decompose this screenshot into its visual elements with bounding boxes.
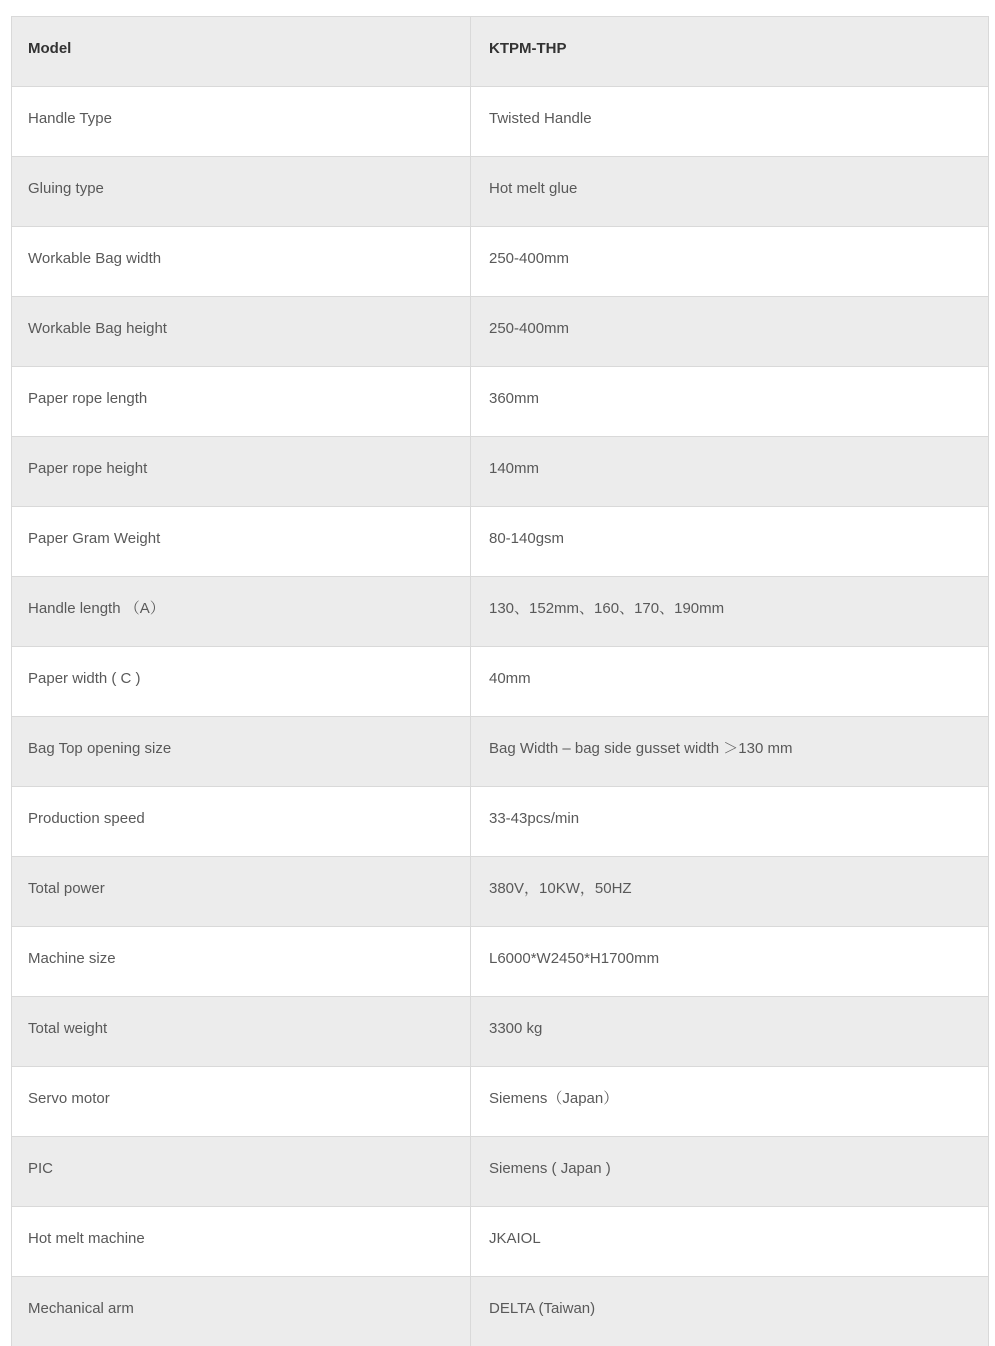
table-row: [12, 717, 989, 787]
table-row: [12, 787, 989, 857]
spec-label-cell: Mechanical arm: [12, 1277, 471, 1346]
table-row: [12, 437, 989, 507]
spec-value-cell: JKAIOL: [471, 1207, 989, 1277]
header-row: [12, 17, 989, 87]
spec-value-cell: Hot melt glue: [471, 157, 989, 227]
table-row: [12, 367, 989, 437]
spec-value-cell: 380V，10KW，50HZ: [471, 857, 989, 927]
spec-label-cell: Paper rope length: [12, 367, 471, 437]
table-row: [12, 227, 989, 297]
spec-label-cell: Workable Bag width: [12, 227, 471, 297]
spec-label-cell: Hot melt machine: [12, 1207, 471, 1277]
spec-value-cell: 3300 kg: [471, 997, 989, 1067]
table-row: [12, 647, 989, 717]
spec-label-cell: Paper rope height: [12, 437, 471, 507]
table-row: [12, 1277, 989, 1346]
spec-label-cell: Paper Gram Weight: [12, 507, 471, 577]
spec-value-cell: 80-140gsm: [471, 507, 989, 577]
spec-label-cell: Paper width ( C ): [12, 647, 471, 717]
spec-label-cell: Handle length （A）: [12, 577, 471, 647]
table-row: [12, 507, 989, 577]
spec-value-cell: 360mm: [471, 367, 989, 437]
spec-label-cell: Total weight: [12, 997, 471, 1067]
spec-label-cell: Handle Type: [12, 87, 471, 157]
spec-value-cell: 250-400mm: [471, 227, 989, 297]
spec-value-cell: 33-43pcs/min: [471, 787, 989, 857]
spec-value-cell: Twisted Handle: [471, 87, 989, 157]
spec-value-cell: 130、152mm、160、170、190mm: [471, 577, 989, 647]
spec-value-cell: 40mm: [471, 647, 989, 717]
spec-value-cell: Bag Width – bag side gusset width ＞130 mm: [471, 717, 989, 787]
spec-label-cell: Gluing type: [12, 157, 471, 227]
header-model-value-cell: KTPM-THP: [471, 17, 989, 87]
spec-label-cell: PIC: [12, 1137, 471, 1207]
spec-value-cell: L6000*W2450*H1700mm: [471, 927, 989, 997]
table-row: [12, 997, 989, 1067]
table-row: [12, 857, 989, 927]
spec-label-cell: Bag Top opening size: [12, 717, 471, 787]
table-row: [12, 927, 989, 997]
spec-label-cell: Production speed: [12, 787, 471, 857]
spec-label-cell: Total power: [12, 857, 471, 927]
spec-label-cell: Workable Bag height: [12, 297, 471, 367]
table-row: [12, 297, 989, 367]
table-row: [12, 1207, 989, 1277]
table-row: [12, 577, 989, 647]
spec-value-cell: 140mm: [471, 437, 989, 507]
table-row: [12, 157, 989, 227]
table-row: [12, 1137, 989, 1207]
header-model-cell: Model: [12, 17, 471, 87]
spec-value-cell: DELTA (Taiwan): [471, 1277, 989, 1346]
spec-value-cell: Siemens ( Japan ): [471, 1137, 989, 1207]
spec-value-cell: Siemens（Japan）: [471, 1067, 989, 1137]
spec-label-cell: Servo motor: [12, 1067, 471, 1137]
spec-table-body: [12, 87, 989, 1346]
spec-table: [11, 16, 989, 1346]
spec-label-cell: Machine size: [12, 927, 471, 997]
table-row: [12, 1067, 989, 1137]
table-row: [12, 87, 989, 157]
spec-value-cell: 250-400mm: [471, 297, 989, 367]
